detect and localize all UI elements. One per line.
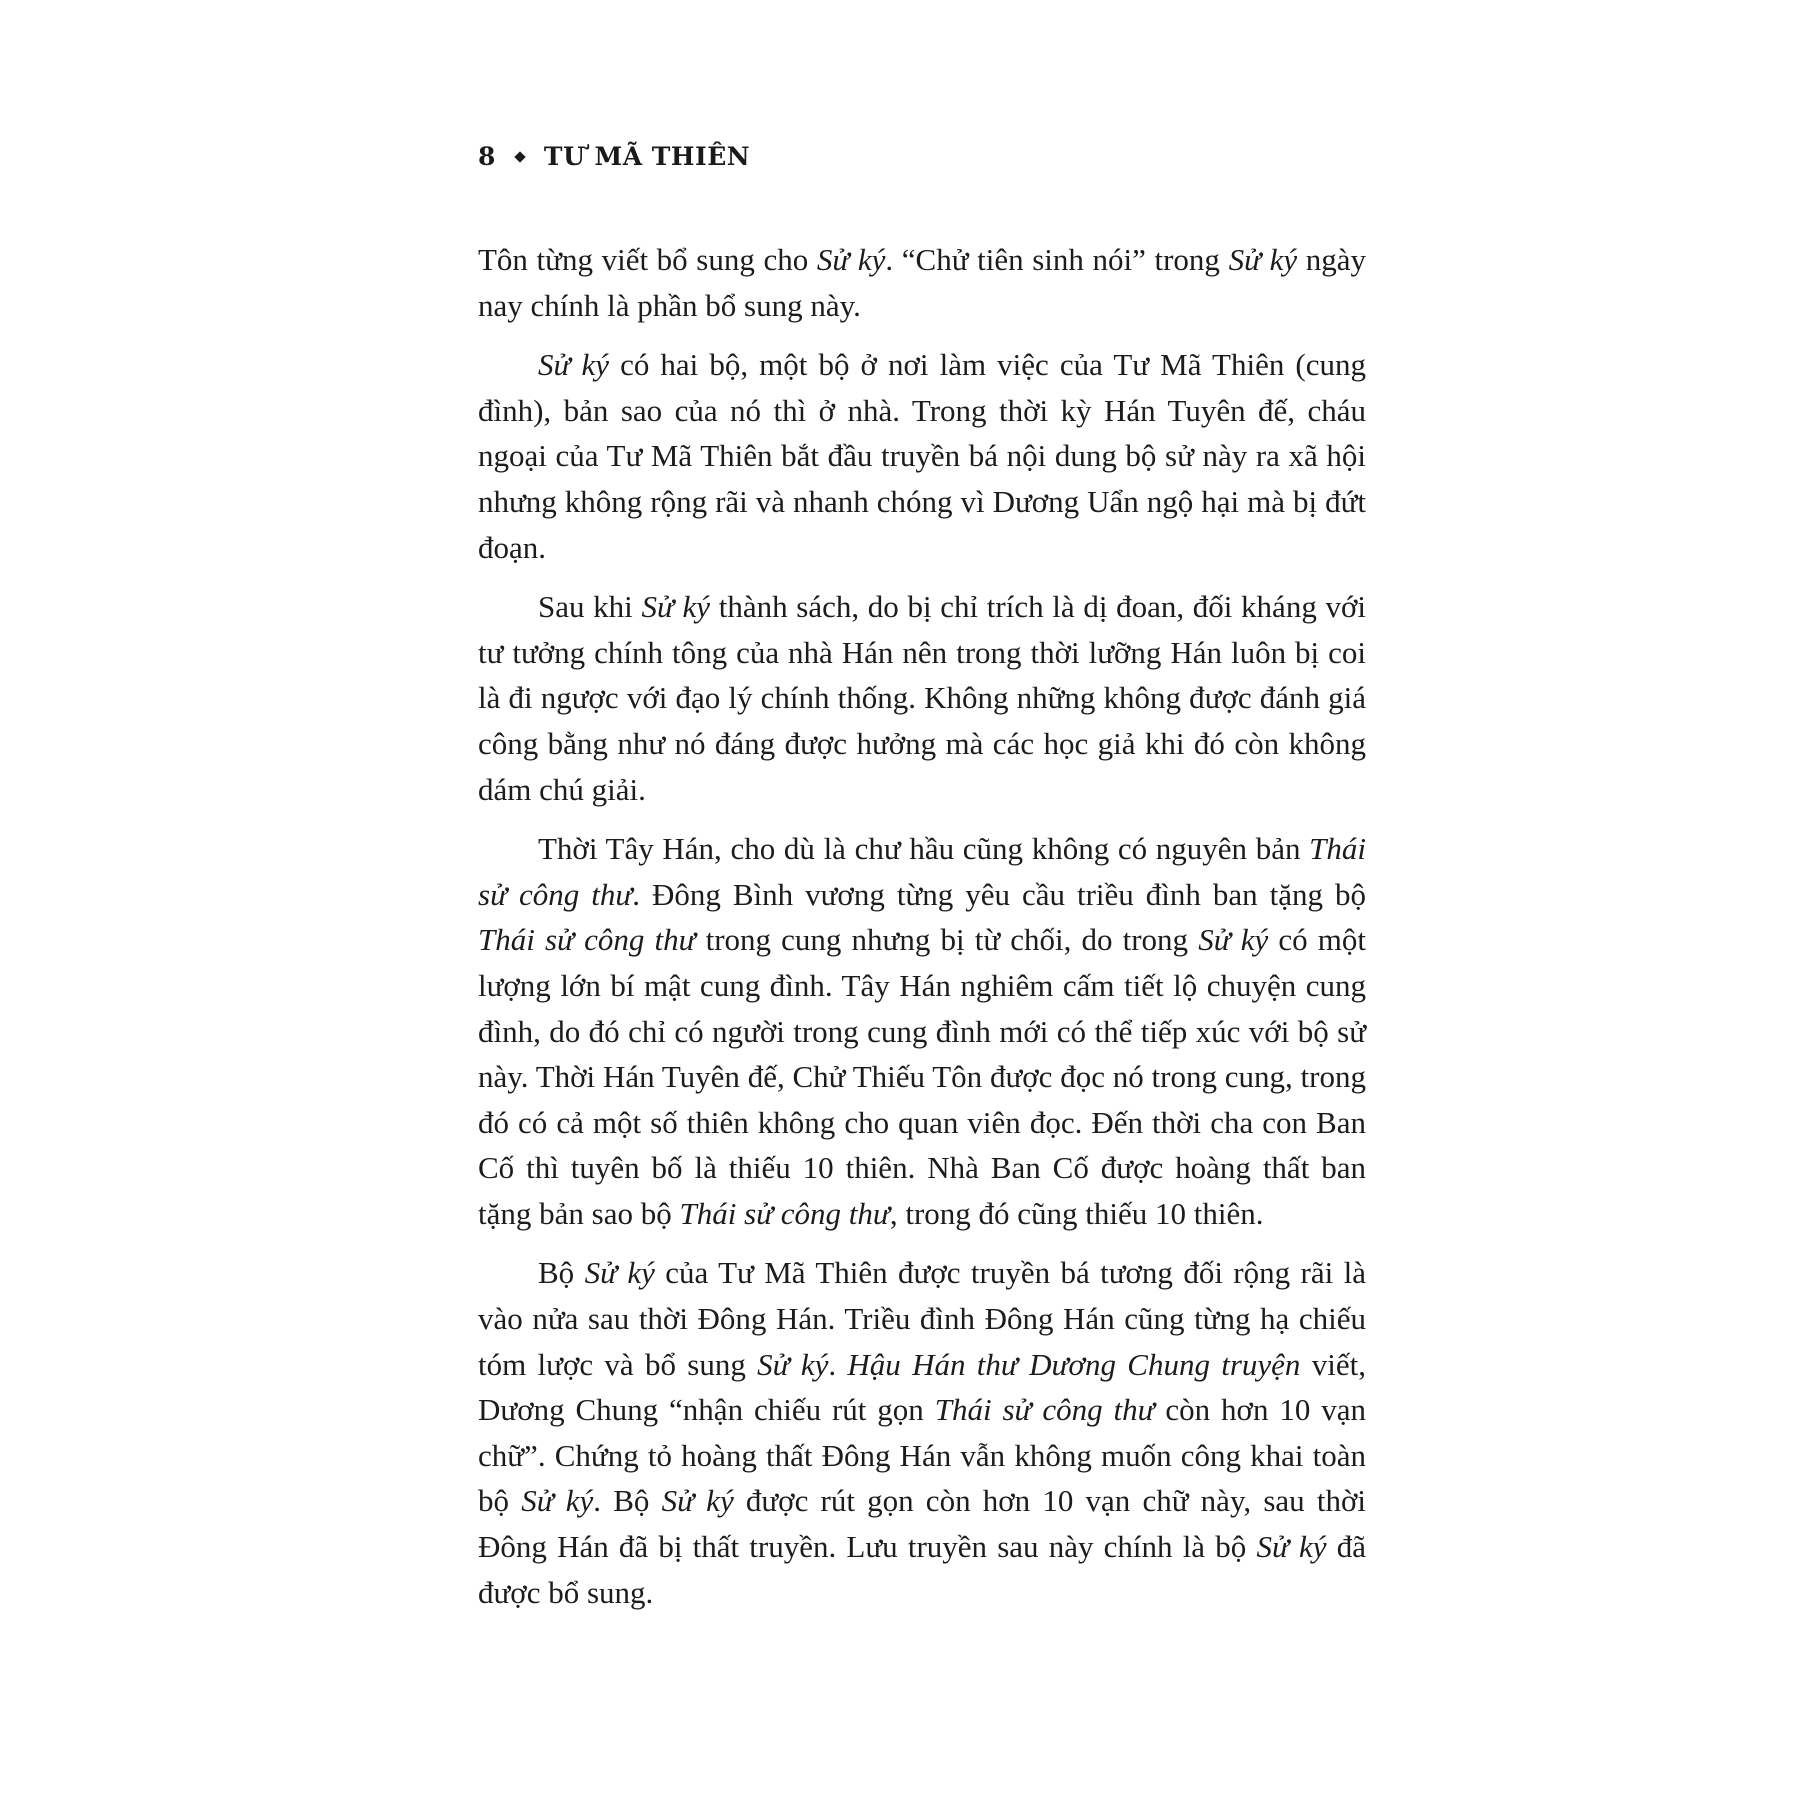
italic-title: Sử ký: [1198, 922, 1269, 958]
italic-title: Thái sử công thư: [934, 1392, 1155, 1428]
text-run: có một lượng lớn bí mật cung đình. Tây Hán nghiêm cấm tiết lộ chuyện cung đình, do đó chỉ có người trong cung đình mới có thể tiếp xúc với bộ sử này. Thời Hán Tuyên đế, Chử Thiếu Tôn được đọc nó trong cung, trong đó có cả một số thiên không cho quan viên đọc. Đến thời cha con Ban Cố thì tuyên bố là thiếu 10 thiên. Nhà Ban Cố được hoàng thất ban tặng bản sao bộ: [478, 922, 1366, 1231]
text-run: được rút gọn còn hơn 10 vạn chữ này, sau thời Đông Hán đã bị thất truyền. Lưu truyền sau này chính là bộ: [478, 1483, 1366, 1565]
text-run: Bộ: [538, 1255, 585, 1291]
text-run: Thời Tây Hán, cho dù là chư hầu cũng không có nguyên bản: [538, 831, 1310, 867]
paragraph: [478, 1250, 1366, 1615]
text-run: Sau khi: [538, 589, 642, 625]
diamond-separator-icon: [514, 151, 525, 162]
paragraph: [478, 584, 1366, 812]
text-run: thành sách, do bị chỉ trích là dị đoan, đối kháng với tư tưởng chính tông của nhà Hán nên trong thời lưỡng Hán luôn bị coi là đi ngược với đạo lý chính thống. Không những không được đánh giá công bằng như nó đáng được hưởng mà các học giả khi đó còn không dám chú giải.: [478, 589, 1366, 807]
text-run: .: [828, 1346, 848, 1382]
text-run: đã được bổ sung.: [478, 1529, 1366, 1610]
text-run: , trong đó cũng thiếu 10 thiên.: [889, 1195, 1264, 1231]
page-number: 8: [478, 142, 496, 171]
italic-title: Thái sử công thư: [478, 831, 1366, 912]
italic-title: Hậu Hán thư Dương Chung truyện: [847, 1346, 1301, 1382]
text-run: ngày nay chính là phần bổ sung này.: [478, 242, 1366, 323]
italic-title: Sử ký: [816, 242, 886, 277]
paragraph: [478, 826, 1366, 1236]
italic-title: Sử ký: [641, 589, 711, 625]
text-run: của Tư Mã Thiên được truyền bá tương đối rộng rãi là vào nửa sau thời Đông Hán. Triều đình Đông Hán cũng từng hạ chiếu tóm lược và bổ sung: [478, 1255, 1366, 1382]
text-run: Tôn từng viết bổ sung cho: [478, 242, 817, 277]
text-run: . Bộ: [593, 1483, 662, 1519]
italic-title: Sử ký: [584, 1255, 655, 1291]
italic-title: Thái sử công thư: [478, 922, 696, 958]
italic-title: Sử ký: [757, 1346, 829, 1382]
italic-title: Sử ký: [538, 347, 609, 383]
text-run: còn hơn 10 vạn chữ”. Chứng tỏ hoàng thất Đông Hán vẫn không muốn công khai toàn bộ: [478, 1392, 1366, 1519]
running-title: TƯ MÃ THIÊN: [543, 142, 751, 171]
running-header: [478, 142, 750, 171]
body-text: [478, 237, 1366, 1629]
text-run: trong cung nhưng bị từ chối, do trong: [695, 922, 1199, 958]
italic-title: Sử ký: [521, 1483, 594, 1519]
italic-title: Sử ký: [1228, 242, 1298, 277]
text-run: . Đông Bình vương từng yêu cầu triều đình ban tặng bộ: [632, 876, 1366, 912]
italic-title: Thái sử công thư: [679, 1195, 890, 1231]
paragraph: [478, 237, 1366, 328]
paragraph: [478, 342, 1366, 570]
text-run: có hai bộ, một bộ ở nơi làm việc của Tư Mã Thiên (cung đình), bản sao của nó thì ở nhà. Trong thời kỳ Hán Tuyên đế, cháu ngoại của Tư Mã Thiên bắt đầu truyền bá nội dung bộ sử này ra xã hội nhưng không rộng rãi và nhanh chóng vì Dương Uẩn ngộ hại mà bị đứt đoạn.: [478, 347, 1366, 565]
text-run: viết, Dương Chung “nhận chiếu rút gọn: [478, 1346, 1366, 1428]
italic-title: Sử ký: [1256, 1529, 1327, 1565]
text-run: . “Chử tiên sinh nói” trong: [885, 242, 1229, 277]
italic-title: Sử ký: [661, 1483, 734, 1519]
